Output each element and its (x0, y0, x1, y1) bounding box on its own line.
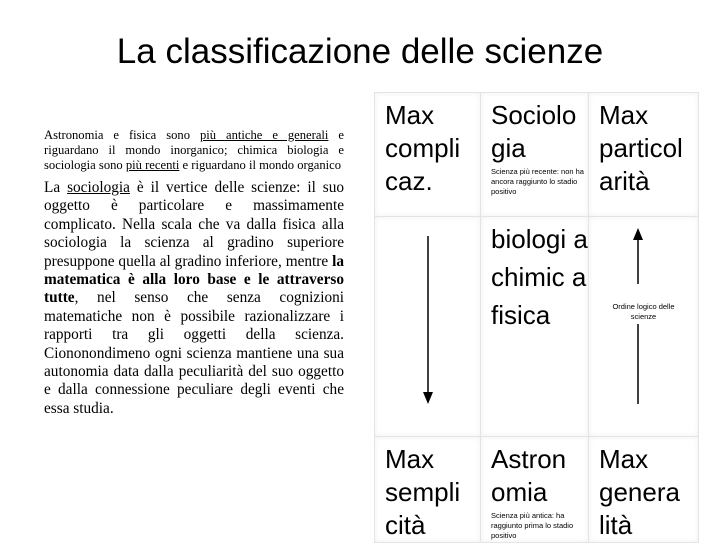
up-arrow-icon (628, 226, 648, 406)
body-paragraph (44, 179, 344, 418)
max-generality-label: Max genera lità (599, 444, 680, 540)
chemistry-label: chimic a (491, 262, 587, 292)
cell-astronomy (481, 437, 589, 543)
left-text-column (44, 128, 344, 418)
sociology-label: Sociolo gia (491, 100, 577, 163)
max-complexity-label: Max compli caz. (385, 100, 461, 196)
intro-text-more-recent: più recenti (125, 158, 180, 172)
body-text-5: , nel senso che senza cognizioni matematiche non è possibile razionalizzare i rapporti tra gli oggetti della scienza. Ciononondimeno ogni scienza mantiene una sua autonomia data dalla peculiarità del suo oggetto e dalla connessione peculiare degli eventi che essa studia. (44, 289, 344, 417)
sociology-note: Scienza più recente: non ha ancora raggiunto lo stadio positivo (491, 167, 584, 196)
intro-text-older-general: più antiche e generali (199, 128, 329, 142)
slide-title: La classificazione delle scienze (116, 32, 604, 71)
down-arrow-icon (418, 236, 438, 406)
body-text-math-bold: la matematica è alla loro base e le attraverso tutte (44, 252, 344, 307)
cell-max-generality (589, 437, 699, 543)
cell-sociology (481, 93, 589, 217)
body-text-1: La (44, 179, 68, 196)
cell-max-particularity (589, 93, 699, 217)
body-text-sociology: sociologia (67, 179, 130, 196)
intro-text-1: Astronomia e fisica sono (44, 128, 200, 142)
intro-text-3: e riguardano il mondo inorganico; chimica biologia e sociologia sono (44, 128, 344, 172)
astronomy-label: Astron omia (491, 444, 567, 507)
cell-middle-sciences (481, 217, 589, 437)
max-particularity-label: Max particol arità (599, 100, 683, 196)
logical-order-label: Ordine logico delle scienze (612, 301, 675, 321)
cell-max-complexity (375, 93, 481, 217)
cell-max-simplicity (375, 437, 481, 543)
body-text-3: è il vertice delle scienze: il suo oggetto è particolare e massimamente complicato. Nella scala che va dalla fisica alla sociologia la scienza al gradino superiore presuppone quella al gradino inferiore, mentre (44, 179, 345, 270)
intro-paragraph (44, 128, 344, 173)
max-simplicity-label: Max sempli cità (385, 444, 461, 540)
intro-text-5: e riguardano il mondo organico (179, 158, 342, 172)
physics-label: fisica (491, 300, 551, 330)
astronomy-note: Scienza più antica: ha raggiunto prima lo stadio positivo (491, 511, 574, 540)
biology-label: biologi a (491, 224, 588, 254)
